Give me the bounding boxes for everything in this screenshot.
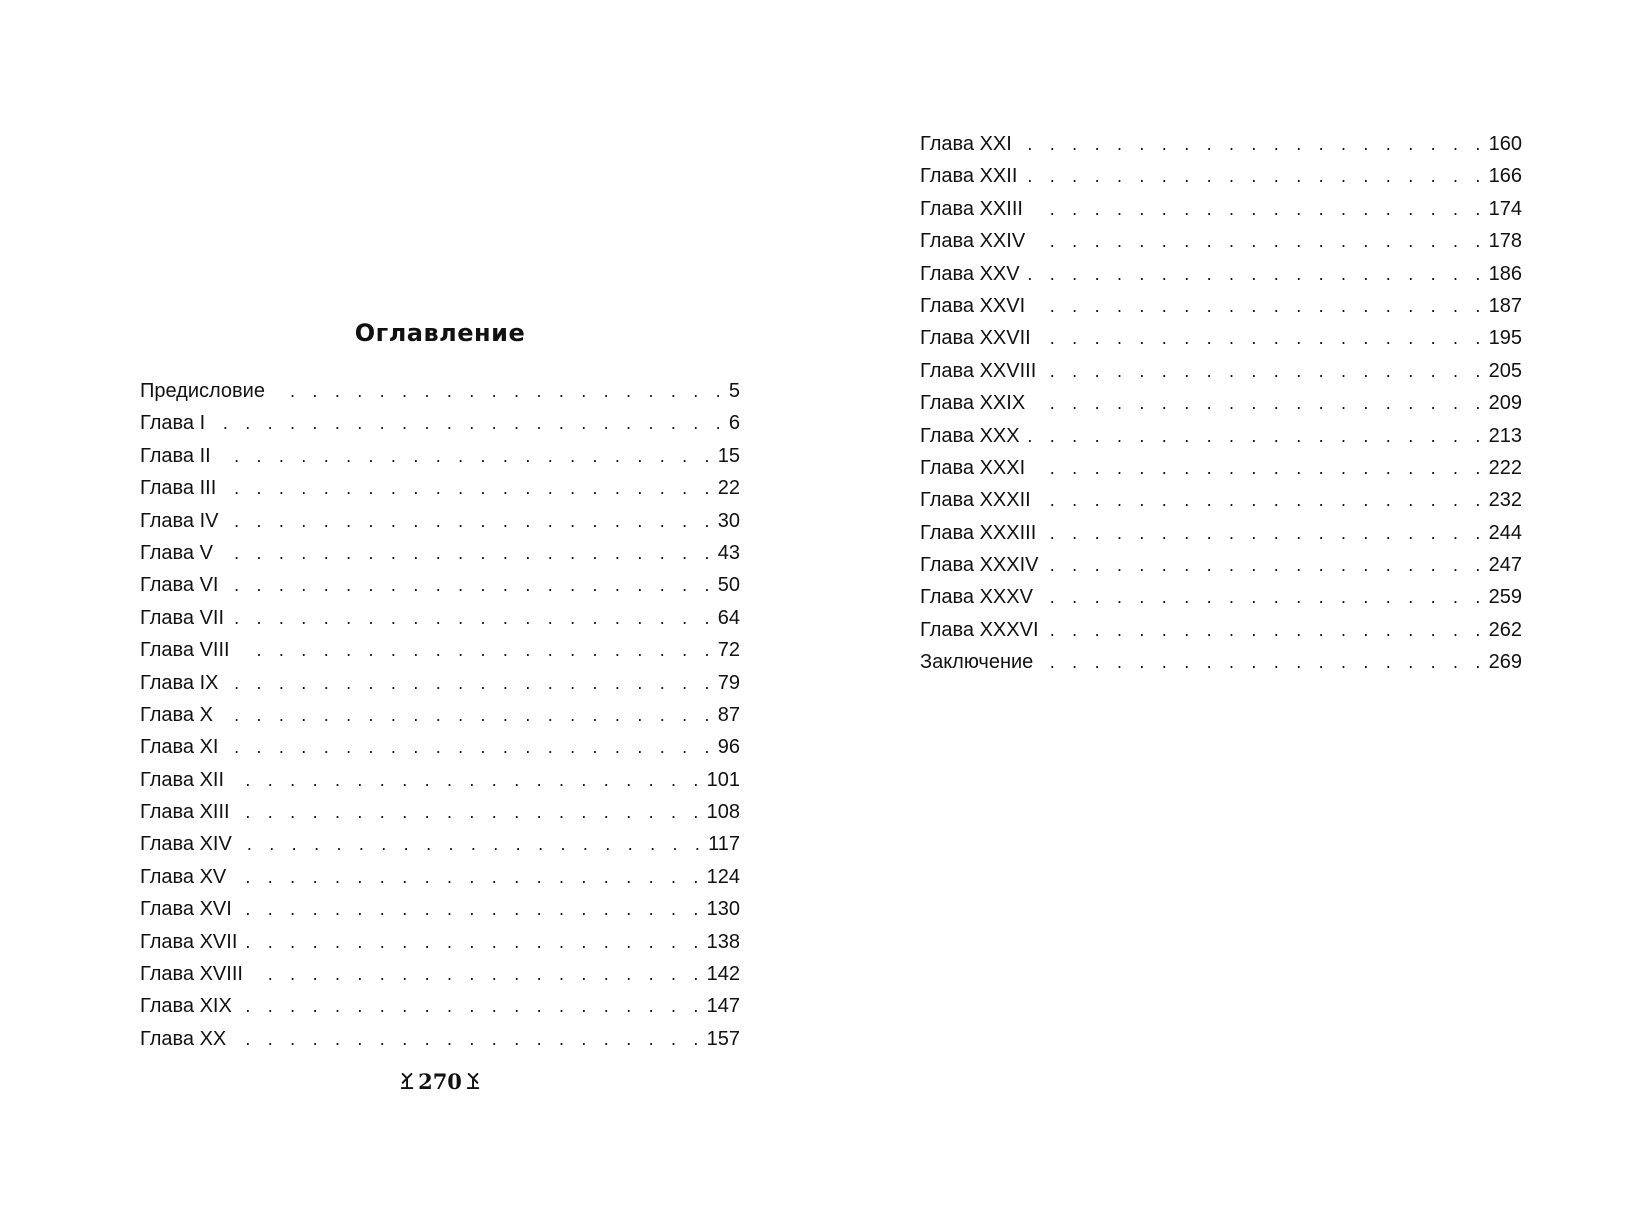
toc-entry — [920, 355, 1522, 387]
dot-leader — [1039, 484, 1487, 516]
toc-entry-page: 79 — [717, 671, 740, 694]
toc-entry — [140, 505, 740, 537]
toc-entry-page: 5 — [728, 380, 740, 402]
toc-entry-page: 166 — [1488, 165, 1522, 188]
toc-entry — [140, 926, 740, 958]
dot-leader — [219, 440, 716, 472]
toc-entry — [920, 290, 1522, 322]
toc-entry-label: Глава IV — [140, 509, 219, 532]
toc-entry — [140, 440, 740, 472]
toc-entry-label: Глава XI — [140, 736, 219, 759]
toc-entry-page: 22 — [717, 477, 740, 500]
toc-entry — [920, 128, 1522, 160]
toc-entry-label: Глава IX — [140, 671, 219, 694]
toc-entry — [920, 549, 1522, 581]
toc-entry-page: 6 — [728, 412, 740, 435]
toc-entry-page: 15 — [717, 444, 740, 467]
toc-entry-label: Глава XXVI — [920, 294, 1026, 317]
dot-leader — [238, 796, 705, 828]
dot-leader — [221, 699, 716, 731]
toc-entry — [920, 646, 1522, 678]
toc-entry — [920, 193, 1522, 225]
toc-entry — [140, 375, 740, 407]
toc-entry-page: 259 — [1488, 586, 1522, 609]
toc-entry-page: 72 — [717, 639, 740, 662]
dot-leader — [1025, 160, 1486, 192]
dot-leader — [226, 569, 715, 601]
toc-entry-page: 50 — [717, 574, 740, 597]
dot-leader — [240, 893, 705, 925]
toc-entry-page: 87 — [717, 703, 740, 726]
toc-entry-label: Глава XXV — [920, 262, 1020, 285]
toc-entry — [920, 387, 1522, 419]
toc-entry-page: 43 — [717, 541, 740, 564]
dot-leader — [1041, 581, 1487, 613]
dot-leader — [1031, 193, 1487, 225]
dot-leader — [232, 764, 705, 796]
dot-leader — [1020, 128, 1487, 160]
dot-leader — [224, 472, 716, 504]
toc-list-left — [140, 375, 740, 1055]
dot-leader — [1033, 290, 1486, 322]
dot-leader — [1033, 387, 1486, 419]
toc-entry — [140, 699, 740, 731]
dot-leader — [251, 958, 705, 990]
toc-entry-page: 222 — [1488, 456, 1522, 479]
dot-leader — [1047, 549, 1487, 581]
dot-leader — [1028, 420, 1487, 452]
page-title: Оглавление — [354, 319, 526, 347]
toc-entry-label: Глава XIV — [140, 833, 232, 856]
toc-entry-page: 160 — [1488, 133, 1522, 155]
dot-leader — [234, 1023, 704, 1055]
toc-entry-page: 130 — [706, 898, 740, 921]
toc-entry-page: 142 — [706, 963, 740, 986]
dot-leader — [232, 602, 716, 634]
toc-entry-label: Глава VI — [140, 574, 219, 597]
dot-leader — [226, 667, 715, 699]
toc-entry — [140, 764, 740, 796]
dot-leader — [1033, 452, 1486, 484]
toc-entry-label: Глава XXI — [920, 133, 1012, 155]
toc-entry-label: Глава I — [140, 412, 206, 435]
toc-entry-label: Глава XXVII — [920, 327, 1031, 350]
dot-leader — [1041, 646, 1486, 678]
toc-entry-page: 187 — [1488, 294, 1522, 317]
toc-entry — [140, 958, 740, 990]
dot-leader — [234, 861, 704, 893]
toc-entry-page: 157 — [706, 1027, 740, 1050]
dot-leader — [1044, 517, 1486, 549]
toc-entry-page: 269 — [1488, 651, 1522, 674]
toc-entry — [140, 602, 740, 634]
toc-entry-label: Глава XXXI — [920, 456, 1026, 479]
toc-entry-page: 244 — [1488, 521, 1522, 544]
dot-leader — [226, 731, 715, 763]
toc-entry-page: 195 — [1488, 327, 1522, 350]
toc-entry-page: 174 — [1488, 197, 1522, 220]
toc-entry-label: Глава X — [140, 703, 213, 726]
toc-entry — [920, 420, 1522, 452]
toc-entry-label: Глава III — [140, 477, 217, 500]
toc-entry-label: Глава XXXVI — [920, 618, 1039, 641]
toc-entry-label: Глава XXII — [920, 165, 1018, 188]
toc-entry-page: 178 — [1488, 230, 1522, 253]
toc-entry-label: Глава XII — [140, 768, 225, 791]
dot-leader — [240, 828, 706, 860]
ornament-left-icon — [400, 1069, 414, 1093]
page-number: 270 — [418, 1068, 462, 1094]
toc-entry — [920, 452, 1522, 484]
toc-entry-label: Глава XXVIII — [920, 359, 1037, 382]
toc-entry-page: 209 — [1488, 392, 1522, 415]
toc-entry-label: Глава XXIII — [920, 197, 1023, 220]
page-number-folio — [400, 1066, 480, 1096]
toc-entry-label: Глава XXXIV — [920, 554, 1039, 577]
toc-entry-page: 124 — [706, 865, 740, 888]
toc-list-right — [920, 128, 1522, 679]
toc-entry-page: 101 — [706, 768, 740, 791]
dot-leader — [245, 926, 704, 958]
toc-entry-label: Глава XXX — [920, 424, 1020, 447]
dot-leader — [1028, 258, 1487, 290]
toc-entry-page: 213 — [1488, 424, 1522, 447]
toc-entry-label: Глава XXXIII — [920, 521, 1037, 544]
dot-leader — [1044, 355, 1486, 387]
toc-entry-label: Глава XXIV — [920, 230, 1026, 253]
toc-entry — [920, 258, 1522, 290]
toc-entry — [140, 472, 740, 504]
toc-entry-label: Глава II — [140, 444, 211, 467]
dot-leader — [226, 505, 715, 537]
toc-entry-label: Заключение — [920, 651, 1034, 674]
dot-leader — [213, 407, 727, 439]
toc-entry-label: Глава VIII — [140, 639, 230, 662]
dot-leader — [238, 634, 716, 666]
toc-entry — [920, 517, 1522, 549]
dot-leader — [1047, 614, 1487, 646]
toc-entry-label: Глава XVI — [140, 898, 232, 921]
dot-leader — [221, 537, 716, 569]
toc-entry — [140, 861, 740, 893]
toc-entry — [920, 160, 1522, 192]
toc-entry — [140, 796, 740, 828]
toc-entry — [920, 484, 1522, 516]
toc-entry — [920, 614, 1522, 646]
toc-entry-label: Глава XV — [140, 865, 227, 888]
toc-entry-page: 138 — [706, 930, 740, 953]
toc-entry — [140, 893, 740, 925]
toc-entry-page: 232 — [1488, 489, 1522, 512]
dot-leader — [1033, 225, 1486, 257]
dot-leader — [273, 375, 727, 407]
toc-entry-page: 205 — [1488, 359, 1522, 382]
toc-entry — [920, 581, 1522, 613]
dot-leader — [240, 990, 705, 1022]
toc-entry-label: Предисловие — [140, 380, 265, 402]
toc-entry — [140, 537, 740, 569]
toc-entry-label: Глава XIX — [140, 995, 232, 1018]
toc-entry-page: 147 — [706, 995, 740, 1018]
toc-entry-page: 30 — [717, 509, 740, 532]
toc-entry — [140, 828, 740, 860]
toc-entry-page: 96 — [717, 736, 740, 759]
toc-entry-label: Глава VII — [140, 606, 225, 629]
toc-entry — [140, 634, 740, 666]
toc-entry-label: Глава XXXV — [920, 586, 1033, 609]
toc-entry-page: 64 — [717, 606, 740, 629]
toc-entry-page: 117 — [708, 833, 740, 856]
toc-entry — [140, 569, 740, 601]
toc-entry-page: 247 — [1488, 554, 1522, 577]
dot-leader — [1039, 322, 1487, 354]
toc-entry — [920, 322, 1522, 354]
toc-entry — [140, 990, 740, 1022]
toc-entry-label: Глава XX — [140, 1027, 227, 1050]
toc-entry-page: 186 — [1488, 262, 1522, 285]
toc-entry-label: Глава XIII — [140, 801, 230, 824]
toc-entry — [140, 667, 740, 699]
toc-entry-page: 108 — [706, 801, 740, 824]
toc-entry-page: 262 — [1488, 618, 1522, 641]
toc-entry-label: Глава XVIII — [140, 963, 243, 986]
toc-entry-label: Глава XXIX — [920, 392, 1026, 415]
toc-entry — [920, 225, 1522, 257]
toc-entry-label: Глава XVII — [140, 930, 238, 953]
toc-entry — [140, 731, 740, 763]
ornament-right-icon — [466, 1069, 480, 1093]
toc-entry — [140, 1023, 740, 1055]
toc-entry-label: Глава XXXII — [920, 489, 1031, 512]
toc-entry — [140, 407, 740, 439]
toc-entry-label: Глава V — [140, 541, 213, 564]
